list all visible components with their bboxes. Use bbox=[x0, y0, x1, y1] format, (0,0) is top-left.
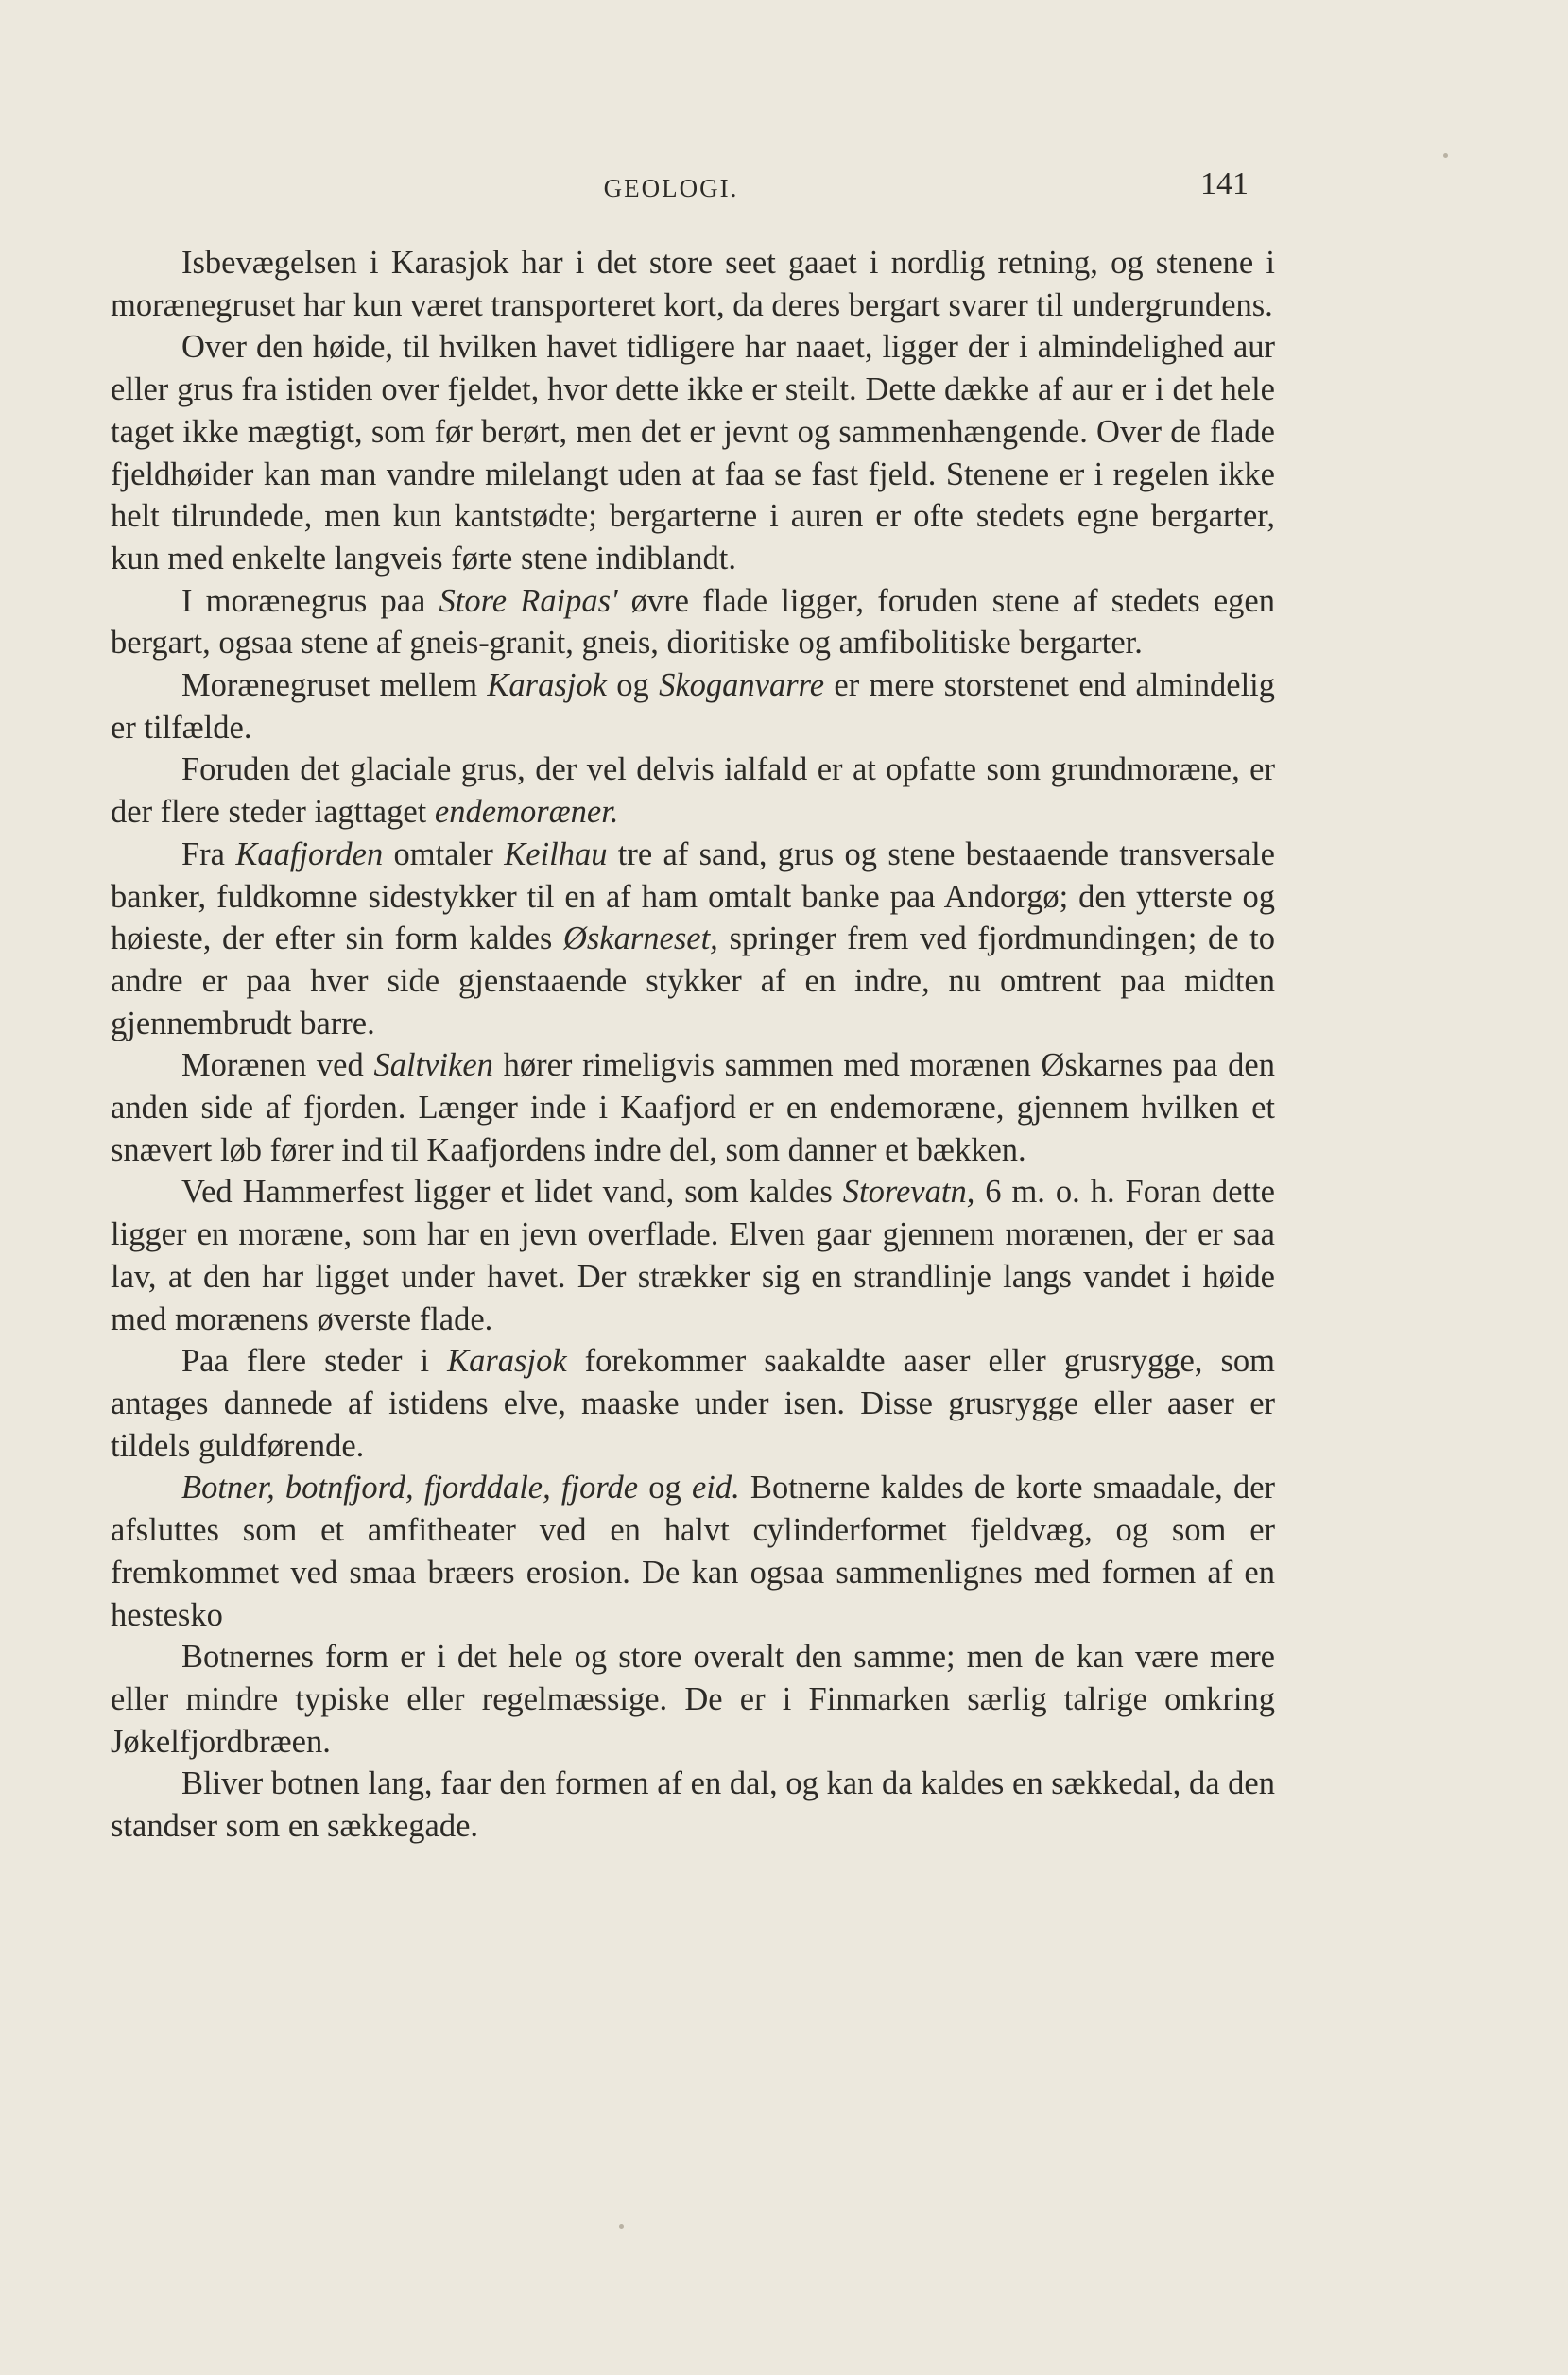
paragraph bbox=[111, 1044, 1275, 1171]
text-run: Paa flere steder i bbox=[181, 1343, 448, 1380]
paragraph bbox=[111, 1763, 1275, 1847]
text-run: omtaler bbox=[383, 835, 505, 872]
text-run: og bbox=[638, 1470, 692, 1506]
paragraph bbox=[111, 326, 1275, 579]
text-run: tre af sand, grus og stene bestaaende transversale banker, fuldkomne sidestykker til en af ham omtalt banke paa Andorgø; den ytterste og høieste, der efter sin form kaldes bbox=[111, 835, 1275, 957]
text-run: hører rimeligvis sammen med morænen Øskarnes paa den anden side af fjorden. Længer inde i Kaafjord er en endemoræne, gjennem hvilken et snævert løb fører ind til Kaafjordens indre del, som danner et bækken. bbox=[111, 1047, 1275, 1168]
text-run: er mere storstenet end almindelig er tilfælde. bbox=[111, 667, 1275, 746]
text-run: og bbox=[606, 667, 660, 704]
paragraph bbox=[111, 1467, 1275, 1636]
italic-term: eid. bbox=[691, 1470, 740, 1506]
paragraph bbox=[111, 580, 1275, 664]
italic-term: endemoræner. bbox=[434, 794, 619, 831]
italic-term: Storevatn, bbox=[842, 1174, 975, 1211]
text-run: Isbevægelsen i Karasjok har i det store seet gaaet i nordlig retning, og stenene i morænegruset har kun været transporteret kort, da deres bergart svarer til undergrundens. bbox=[111, 245, 1275, 323]
page-number: 141 bbox=[1200, 166, 1249, 201]
running-title: GEOLOGI. bbox=[603, 174, 739, 202]
paper-speck bbox=[619, 2224, 624, 2229]
paragraph bbox=[111, 1340, 1275, 1467]
text-run: Fra bbox=[181, 835, 236, 872]
text-run: Morænegruset mellem bbox=[181, 667, 488, 704]
paragraph bbox=[111, 834, 1275, 1045]
text-run: Over den høide, til hvilken havet tidligere har naaet, ligger der i almindelighed aur eller grus fra istiden over fjeldet, hvor dette ikke er steilt. Dette dække af aur er i det hele taget ikke mægtigt, som før berørt, men det er jevnt og sammenhængende. Over de flade fjeldhøider kan man vandre milelangt uden at faa se fast fjeld. Stenene er i regelen ikke helt tilrundede, men kun kantstødte; bergarterne i auren er ofte stedets egne bergarter, kun med enkelte langveis førte stene indiblandt. bbox=[111, 329, 1275, 577]
body-text bbox=[111, 242, 1275, 1848]
italic-term: Skoganvarre bbox=[659, 667, 825, 704]
text-run: forekommer saakaldte aaser eller grusrygge, som antages dannede af istidens elve, maaske under isen. Disse grusrygge eller aaser er tildels guldførende. bbox=[111, 1343, 1275, 1464]
running-head bbox=[0, 166, 1568, 214]
italic-term: Karasjok bbox=[487, 667, 607, 704]
italic-term: Saltviken bbox=[373, 1047, 493, 1084]
text-run: Ved Hammerfest ligger et lidet vand, som kaldes bbox=[181, 1174, 843, 1211]
text-run: Bliver botnen lang, faar den formen af en dal, og kan da kaldes en sækkedal, da den standser som en sækkegade. bbox=[111, 1765, 1275, 1845]
text-run: Foruden det glaciale grus, der vel delvis ialfald er at opfatte som grundmoræne, er der flere steder iagttaget bbox=[111, 751, 1275, 831]
italic-term: Botner, botnfjord, fjorddale, fjorde bbox=[181, 1470, 639, 1506]
italic-term: Øskarneset, bbox=[562, 921, 718, 957]
italic-term: Store Raipas' bbox=[439, 582, 618, 619]
paragraph bbox=[111, 664, 1275, 749]
paragraph bbox=[111, 242, 1275, 326]
text-run: springer frem ved fjordmundingen; de to andre er paa hver side gjenstaaende stykker af en indre, nu omtrent paa midten gjennembrudt barre. bbox=[111, 921, 1275, 1041]
italic-term: Keilhau bbox=[504, 835, 608, 872]
paragraph bbox=[111, 749, 1275, 833]
paragraph bbox=[111, 1636, 1275, 1763]
italic-term: Karasjok bbox=[447, 1343, 567, 1380]
text-run: Botnernes form er i det hele og store overalt den samme; men de kan være mere eller mindre typiske eller regelmæssige. De er i Finmarken særlig talrige omkring Jøkelfjordbræen. bbox=[111, 1639, 1275, 1760]
text-run: Morænen ved bbox=[181, 1047, 374, 1084]
paper-speck bbox=[1443, 153, 1448, 158]
paragraph bbox=[111, 1171, 1275, 1340]
italic-term: Kaafjorden bbox=[235, 835, 384, 872]
text-run: 6 m. o. h. Foran dette ligger en moræne, som har en jevn overflade. Elven gaar gjennem morænen, der er saa lav, at den har ligget under havet. Der strækker sig en strandlinje langs vandet i høide med morænens øverste flade. bbox=[111, 1174, 1275, 1337]
text-run: øvre flade ligger, foruden stene af stedets egen bergart, ogsaa stene af gneis-granit, gneis, dioritiske og amfibolitiske bergarter. bbox=[111, 582, 1275, 662]
text-run: Botnerne kaldes de korte smaadale, der afsluttes som et amfitheater ved en halvt cylinderformet fjeldvæg, og som er fremkommet ved smaa bræers erosion. De kan ogsaa sammenlignes med formen af en hestesko bbox=[111, 1470, 1275, 1633]
text-run: I morænegrus paa bbox=[181, 582, 439, 619]
